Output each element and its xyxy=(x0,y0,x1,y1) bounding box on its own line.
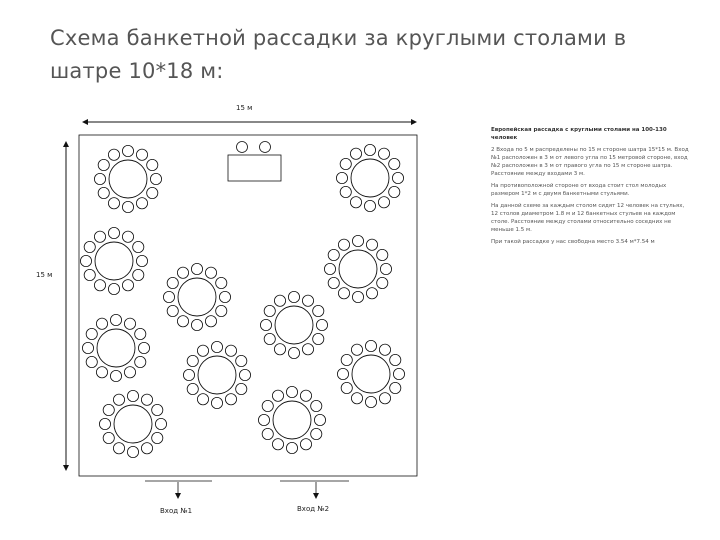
banquet-chair xyxy=(216,277,227,288)
banquet-chair xyxy=(338,239,349,250)
round-table-top xyxy=(95,242,133,280)
banquet-chair xyxy=(108,149,119,160)
banquet-chair xyxy=(377,249,388,260)
banquet-chair xyxy=(103,404,114,415)
entrance-1-label: Вход №1 xyxy=(160,507,193,515)
banquet-chair xyxy=(392,172,403,183)
banquet-chair xyxy=(336,172,347,183)
banquet-chair xyxy=(94,173,105,184)
banquet-chair xyxy=(197,345,208,356)
banquet-chair xyxy=(211,341,222,352)
banquet-chair xyxy=(236,383,247,394)
banquet-chair xyxy=(316,319,327,330)
title-line-2: шатре 10*18 м: xyxy=(50,59,224,83)
banquet-chair xyxy=(135,356,146,367)
banquet-chair xyxy=(393,368,404,379)
round-table xyxy=(183,341,250,408)
banquet-chair xyxy=(338,288,349,299)
banquet-chair xyxy=(205,316,216,327)
round-table xyxy=(337,340,404,407)
round-table xyxy=(324,235,391,302)
height-dimension-label: 15 м xyxy=(36,271,53,279)
banquet-chair xyxy=(328,249,339,260)
banquet-chair xyxy=(337,368,348,379)
banquet-chair xyxy=(110,314,121,325)
banquet-chair xyxy=(380,263,391,274)
banquet-chair xyxy=(98,159,109,170)
banquet-chair xyxy=(225,394,236,405)
banquet-chair xyxy=(311,428,322,439)
banquet-chair xyxy=(187,355,198,366)
round-table-top xyxy=(97,329,135,367)
banquet-chair xyxy=(260,319,271,330)
banquet-chair xyxy=(274,295,285,306)
banquet-chair xyxy=(264,333,275,344)
banquet-chair xyxy=(236,355,247,366)
banquet-chair xyxy=(352,291,363,302)
notes-heading: Европейская рассадка с круглыми столами на 100-130 человек xyxy=(491,127,667,141)
notes-paragraph-2: На противоположной стороне от входа стоит стол молодых размером 1*2 м с двумя банкетными стульями. xyxy=(491,183,667,197)
banquet-chair xyxy=(262,428,273,439)
banquet-chair xyxy=(286,442,297,453)
round-table xyxy=(258,386,325,453)
banquet-chair xyxy=(183,369,194,380)
banquet-chair xyxy=(152,432,163,443)
banquet-chair xyxy=(216,305,227,316)
banquet-chair xyxy=(352,235,363,246)
round-table-top xyxy=(351,159,389,197)
entrance-2 xyxy=(280,481,349,498)
banquet-chair xyxy=(300,439,311,450)
banquet-chair xyxy=(364,144,375,155)
round-table xyxy=(99,390,166,457)
banquet-chair xyxy=(379,393,390,404)
banquet-chair xyxy=(389,158,400,169)
round-tables xyxy=(80,144,404,457)
round-table xyxy=(260,291,327,358)
banquet-chair xyxy=(96,367,107,378)
banquet-chair xyxy=(124,318,135,329)
entrance-2-label: Вход №2 xyxy=(297,505,330,513)
banquet-chair xyxy=(365,396,376,407)
banquet-chair xyxy=(365,340,376,351)
banquet-chair xyxy=(141,394,152,405)
round-table-top xyxy=(198,356,236,394)
banquet-chair xyxy=(133,269,144,280)
banquet-chair xyxy=(378,197,389,208)
banquet-chair xyxy=(191,319,202,330)
banquet-chair xyxy=(122,201,133,212)
banquet-chair xyxy=(147,187,158,198)
notes-paragraph-3: На данной схеме за каждым столом сидят 12 человек на стульях, 12 столов диаметром 1.8 м и 12 банкетных стульев на каждом столе. Расстояние между столами относительно соседних не меньше 1.5 м. xyxy=(491,203,685,233)
seating-notes xyxy=(491,126,691,250)
banquet-chair xyxy=(167,305,178,316)
round-table-top xyxy=(109,160,147,198)
banquet-chair xyxy=(366,288,377,299)
banquet-chair xyxy=(211,397,222,408)
round-table-top xyxy=(339,250,377,288)
banquet-chair xyxy=(302,295,313,306)
banquet-chair xyxy=(80,255,91,266)
banquet-chair xyxy=(108,283,119,294)
banquet-chair xyxy=(163,291,174,302)
banquet-chair xyxy=(341,382,352,393)
banquet-chair xyxy=(150,173,161,184)
banquet-chair xyxy=(113,394,124,405)
banquet-chair xyxy=(351,344,362,355)
round-table xyxy=(82,314,149,381)
banquet-chair xyxy=(272,439,283,450)
banquet-chair xyxy=(177,316,188,327)
banquet-chair xyxy=(94,231,105,242)
round-table xyxy=(80,227,147,294)
banquet-chair xyxy=(366,239,377,250)
banquet-chair xyxy=(314,414,325,425)
banquet-chair xyxy=(350,197,361,208)
banquet-chair xyxy=(328,277,339,288)
head-table xyxy=(228,142,281,182)
banquet-chair xyxy=(177,267,188,278)
banquet-chair xyxy=(311,400,322,411)
round-table-top xyxy=(178,278,216,316)
banquet-chair xyxy=(390,382,401,393)
banquet-chair xyxy=(313,333,324,344)
round-table-top xyxy=(114,405,152,443)
banquet-chair xyxy=(272,390,283,401)
banquet-chair xyxy=(377,277,388,288)
entrance-1 xyxy=(145,481,212,498)
banquet-chair xyxy=(379,344,390,355)
banquet-chair xyxy=(341,354,352,365)
banquet-chair xyxy=(167,277,178,288)
banquet-chair xyxy=(258,414,269,425)
banquet-chair xyxy=(127,446,138,457)
banquet-chair xyxy=(122,145,133,156)
banquet-chair xyxy=(313,305,324,316)
banquet-chair xyxy=(124,367,135,378)
banquet-chair xyxy=(340,158,351,169)
banquet-chair xyxy=(300,390,311,401)
banquet-chair xyxy=(133,241,144,252)
banquet-chair xyxy=(96,318,107,329)
banquet-chair xyxy=(225,345,236,356)
banquet-chair xyxy=(262,400,273,411)
banquet-chair xyxy=(82,342,93,353)
round-table-top xyxy=(273,401,311,439)
banquet-chair xyxy=(110,370,121,381)
banquet-chair xyxy=(389,186,400,197)
head-table-chair xyxy=(260,142,271,153)
banquet-chair xyxy=(113,443,124,454)
head-table-chair xyxy=(237,142,248,153)
banquet-chair xyxy=(390,354,401,365)
banquet-chair xyxy=(135,328,146,339)
title-line-1: Схема банкетной рассадки за круглыми столами в xyxy=(50,26,627,50)
banquet-chair xyxy=(99,418,110,429)
banquet-chair xyxy=(103,432,114,443)
banquet-chair xyxy=(274,344,285,355)
banquet-chair xyxy=(286,386,297,397)
banquet-chair xyxy=(351,393,362,404)
banquet-chair xyxy=(155,418,166,429)
round-table xyxy=(94,145,161,212)
round-table-top xyxy=(275,306,313,344)
banquet-chair xyxy=(191,263,202,274)
banquet-chair xyxy=(84,269,95,280)
banquet-chair xyxy=(219,291,230,302)
width-dimension-label: 15 м xyxy=(236,104,253,112)
banquet-chair xyxy=(98,187,109,198)
banquet-chair xyxy=(187,383,198,394)
banquet-chair xyxy=(288,347,299,358)
banquet-chair xyxy=(152,404,163,415)
banquet-chair xyxy=(239,369,250,380)
banquet-chair xyxy=(264,305,275,316)
banquet-chair xyxy=(122,280,133,291)
banquet-chair xyxy=(108,227,119,238)
banquet-chair xyxy=(364,200,375,211)
banquet-chair xyxy=(127,390,138,401)
round-table-top xyxy=(352,355,390,393)
banquet-chair xyxy=(108,198,119,209)
banquet-chair xyxy=(141,443,152,454)
banquet-chair xyxy=(86,356,97,367)
banquet-chair xyxy=(122,231,133,242)
banquet-chair xyxy=(136,255,147,266)
round-table xyxy=(336,144,403,211)
banquet-chair xyxy=(197,394,208,405)
banquet-chair xyxy=(340,186,351,197)
round-table xyxy=(163,263,230,330)
banquet-chair xyxy=(94,280,105,291)
banquet-chair xyxy=(86,328,97,339)
banquet-chair xyxy=(136,198,147,209)
banquet-chair xyxy=(147,159,158,170)
banquet-chair xyxy=(288,291,299,302)
banquet-chair xyxy=(205,267,216,278)
banquet-chair xyxy=(350,148,361,159)
head-table-top xyxy=(228,155,281,181)
banquet-chair xyxy=(378,148,389,159)
banquet-chair xyxy=(84,241,95,252)
banquet-chair xyxy=(136,149,147,160)
banquet-chair xyxy=(324,263,335,274)
banquet-chair xyxy=(302,344,313,355)
notes-paragraph-1: 2 Входа по 5 м распределены по 15 м стороне шатра 15*15 м. Вход №1 расположен в 3 м от левого угла по 15 метровой стороне, вход №2 расположен в 3 м от правого угла по 15 м стороне шатра. Расстояние между входами 3 м. xyxy=(491,147,689,177)
banquet-chair xyxy=(138,342,149,353)
notes-paragraph-4: При такой рассадке у нас свободна место 3.54 м*7.54 м xyxy=(491,239,655,245)
